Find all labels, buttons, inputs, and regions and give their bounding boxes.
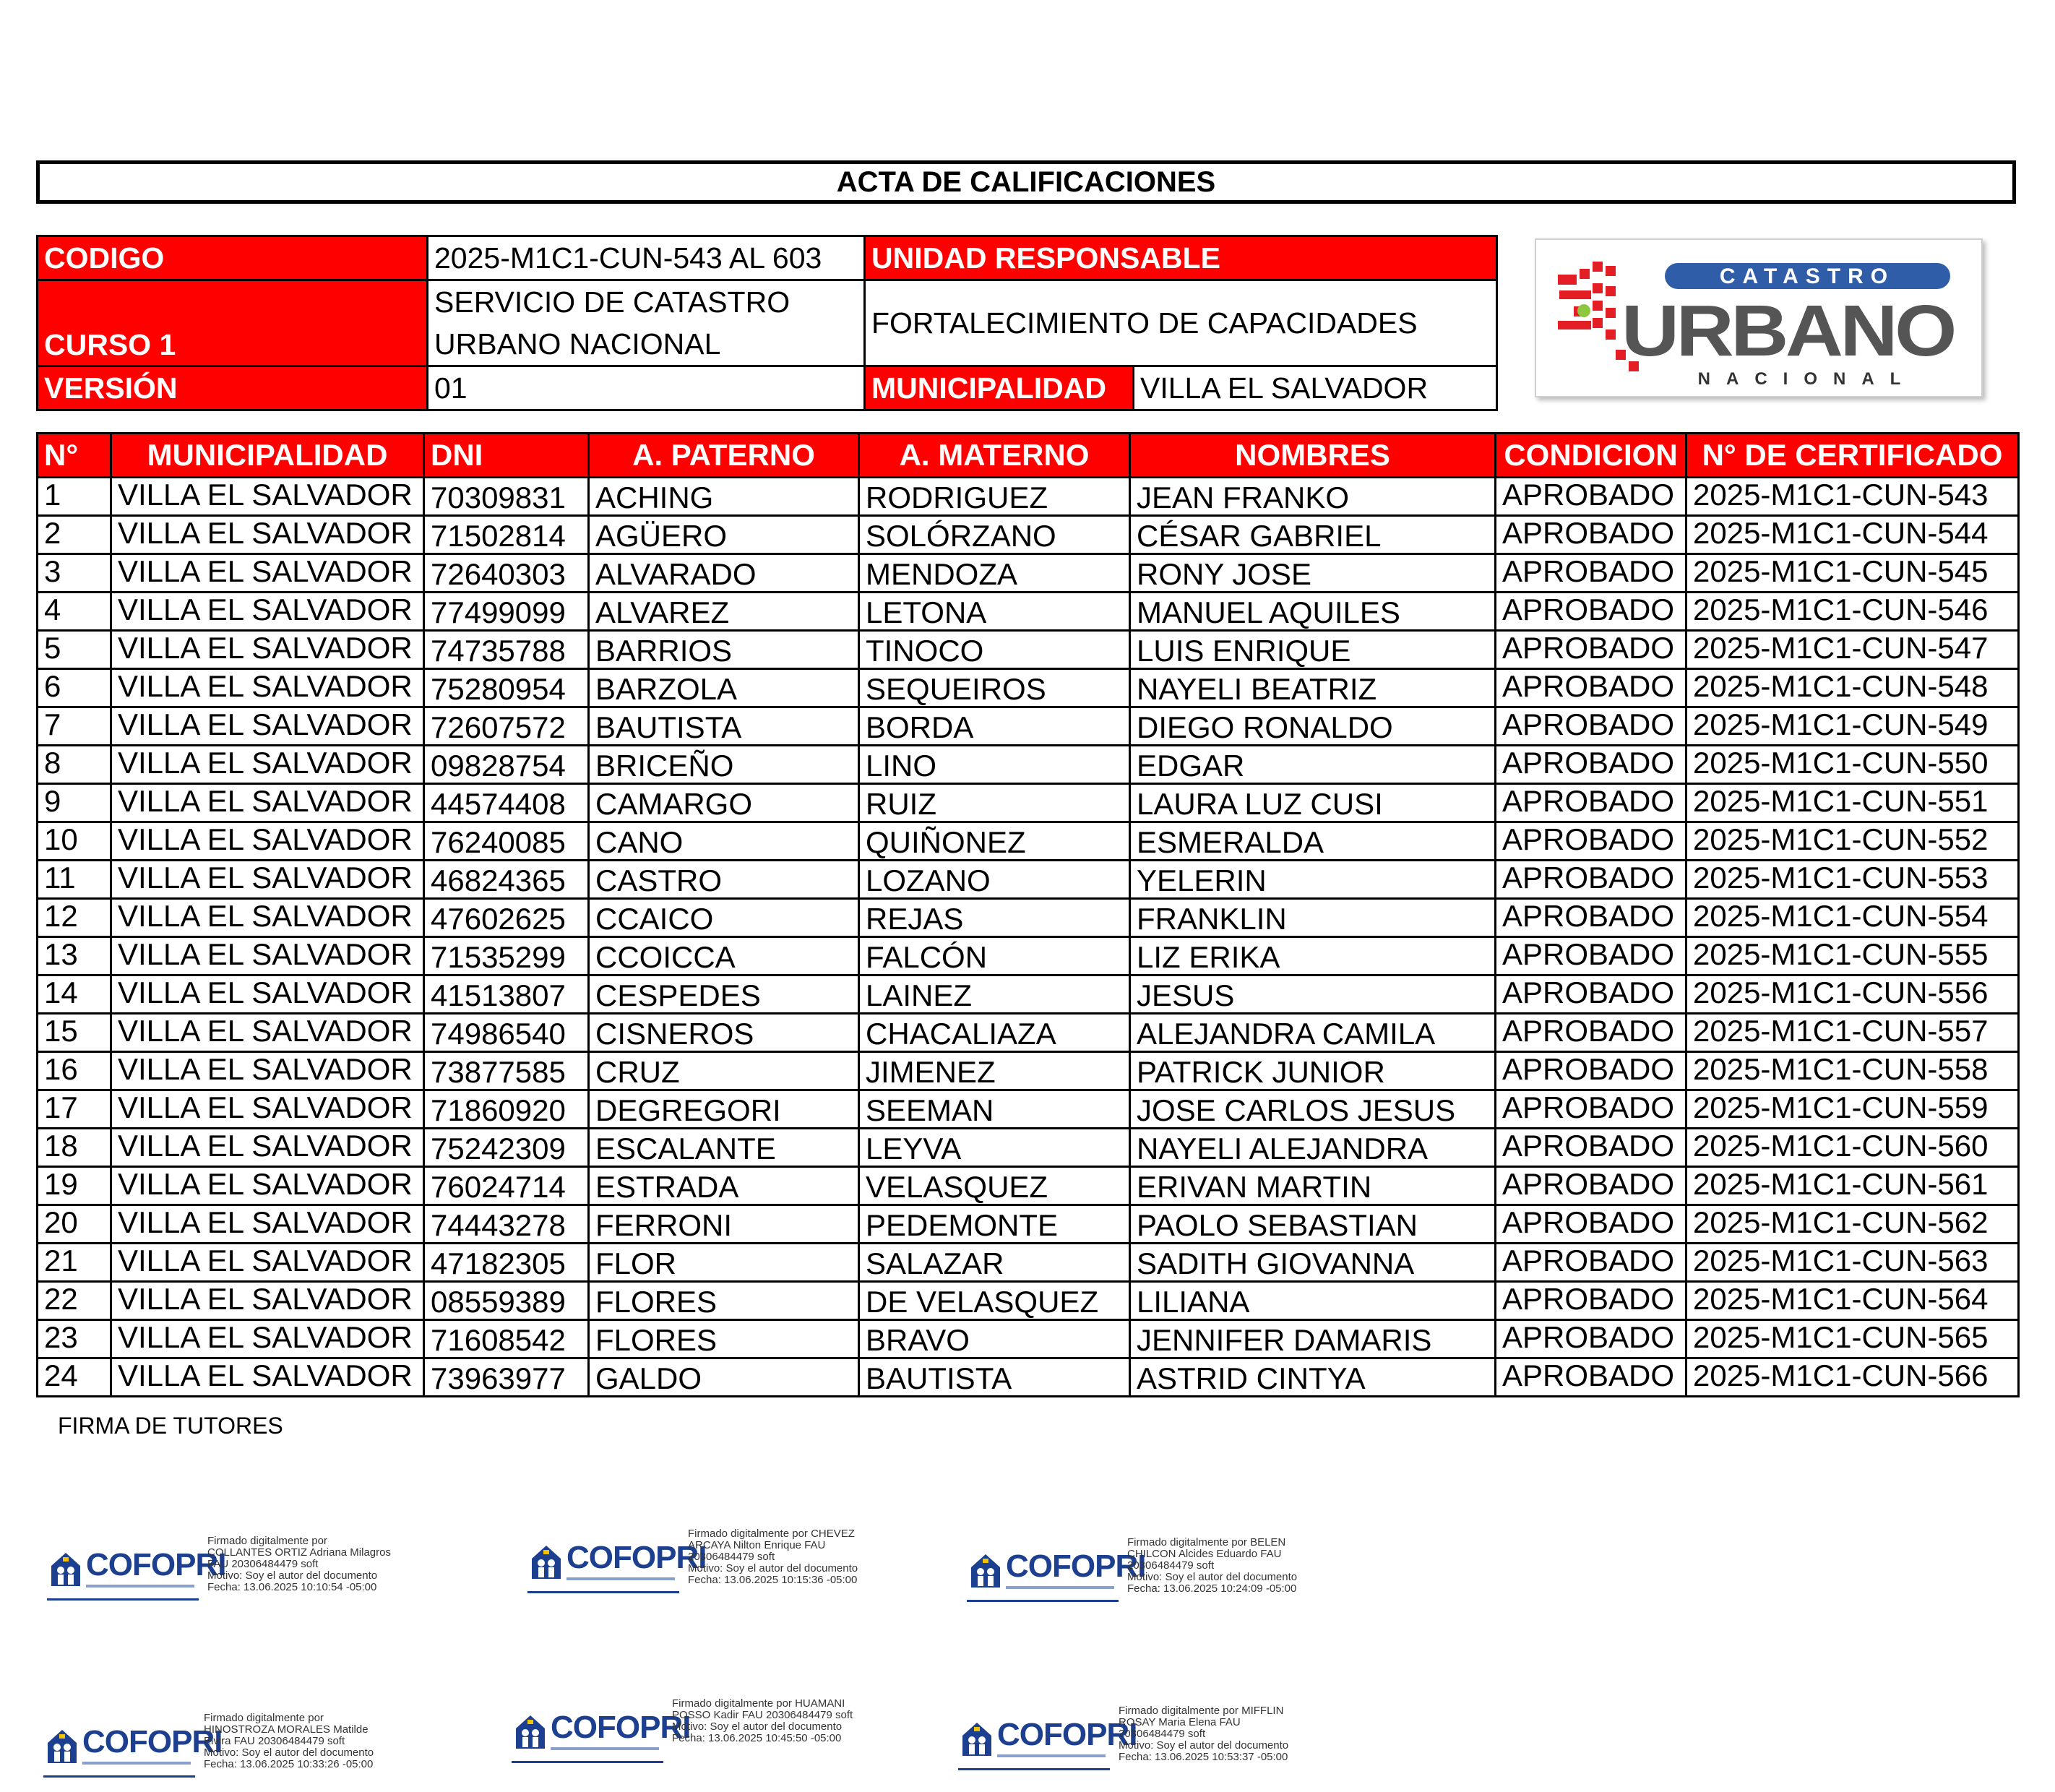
paterno-cell: CCOICCA (589, 937, 859, 975)
cofopri-wordmark: COFOPRI (997, 1717, 1137, 1752)
certificado-cell: 2025-M1C1-CUN-548 (1686, 669, 2019, 707)
paterno-cell: ESTRADA (589, 1167, 859, 1205)
nombres-cell: RONY JOSE (1130, 554, 1496, 593)
row-number: 20 (38, 1205, 111, 1244)
house-family-icon (960, 1718, 994, 1759)
table-row (38, 554, 2019, 593)
municipalidad-cell: VILLA EL SALVADOR (111, 1320, 424, 1358)
condicion-cell: APROBADO (1496, 822, 1686, 861)
header-materno: A. MATERNO (859, 434, 1130, 478)
paterno-cell: ACHING (589, 478, 859, 516)
materno-cell: JIMENEZ (859, 1052, 1130, 1090)
row-number: 16 (38, 1052, 111, 1090)
table-row (38, 669, 2019, 707)
dni-cell: 71502814 (424, 516, 589, 554)
municipalidad-cell: VILLA EL SALVADOR (111, 669, 424, 707)
row-number: 18 (38, 1129, 111, 1167)
cofopri-tagline-bar (551, 1747, 659, 1750)
dni-cell: 41513807 (424, 975, 589, 1014)
materno-cell: MENDOZA (859, 554, 1130, 593)
nombres-cell: NAYELI BEATRIZ (1130, 669, 1496, 707)
paterno-cell: ESCALANTE (589, 1129, 859, 1167)
municipalidad-cell: VILLA EL SALVADOR (111, 1014, 424, 1052)
nombres-cell: NAYELI ALEJANDRA (1130, 1129, 1496, 1167)
materno-cell: BAUTISTA (859, 1358, 1130, 1397)
table-row (38, 784, 2019, 822)
materno-cell: BRAVO (859, 1320, 1130, 1358)
curso-value: SERVICIO DE CATASTRO URBANO NACIONAL (428, 280, 865, 366)
materno-cell: SOLÓRZANO (859, 516, 1130, 554)
dni-cell: 44574408 (424, 784, 589, 822)
dni-cell: 76240085 (424, 822, 589, 861)
nombres-cell: LAURA LUZ CUSI (1130, 784, 1496, 822)
row-number: 3 (38, 554, 111, 593)
certificado-cell: 2025-M1C1-CUN-561 (1686, 1167, 2019, 1205)
condicion-cell: APROBADO (1496, 861, 1686, 899)
house-family-icon (513, 1711, 548, 1752)
municipalidad-value: VILLA EL SALVADOR (1134, 366, 1497, 410)
certificado-cell: 2025-M1C1-CUN-545 (1686, 554, 2019, 593)
table-row (38, 1244, 2019, 1282)
paterno-cell: BARRIOS (589, 631, 859, 669)
condicion-cell: APROBADO (1496, 899, 1686, 937)
materno-cell: LEYVA (859, 1129, 1130, 1167)
table-row (38, 1129, 2019, 1167)
table-row (38, 899, 2019, 937)
cofopri-logo (967, 1547, 1146, 1602)
nombres-cell: ESMERALDA (1130, 822, 1496, 861)
table-row (38, 516, 2019, 554)
materno-cell: BORDA (859, 707, 1130, 746)
grades-table-header (38, 434, 2019, 478)
unidad-value: FORTALECIMIENTO DE CAPACIDADES (865, 280, 1497, 366)
row-number: 9 (38, 784, 111, 822)
cofopri-logo (512, 1708, 691, 1763)
header-certificado: N° DE CERTIFICADO (1686, 434, 2019, 478)
paterno-cell: CCAICO (589, 899, 859, 937)
materno-cell: RODRIGUEZ (859, 478, 1130, 516)
grades-table-body (38, 478, 2019, 1397)
cofopri-wordmark: COFOPRI (1006, 1548, 1146, 1584)
nombres-cell: JESUS (1130, 975, 1496, 1014)
catastro-urbano-logo (1535, 238, 1983, 397)
condicion-cell: APROBADO (1496, 1052, 1686, 1090)
logo-dot-icon (1577, 304, 1590, 317)
municipalidad-cell: VILLA EL SALVADOR (111, 593, 424, 631)
signature-details: Firmado digitalmente por BELEN CHILCON Alcides Eduardo FAU 20306484479 soft Motivo: Soy el autor del documento Fecha: 13.06.2025 10:24:09 -05:00 (1127, 1536, 1298, 1595)
municipalidad-cell: VILLA EL SALVADOR (111, 746, 424, 784)
paterno-cell: BAUTISTA (589, 707, 859, 746)
condicion-cell: APROBADO (1496, 478, 1686, 516)
row-number: 23 (38, 1320, 111, 1358)
materno-cell: LOZANO (859, 861, 1130, 899)
municipalidad-cell: VILLA EL SALVADOR (111, 822, 424, 861)
house-family-icon (45, 1726, 79, 1766)
municipalidad-cell: VILLA EL SALVADOR (111, 516, 424, 554)
municipalidad-cell: VILLA EL SALVADOR (111, 1090, 424, 1129)
header-paterno: A. PATERNO (589, 434, 859, 478)
certificado-cell: 2025-M1C1-CUN-544 (1686, 516, 2019, 554)
condicion-cell: APROBADO (1496, 1167, 1686, 1205)
paterno-cell: DEGREGORI (589, 1090, 859, 1129)
table-row (38, 746, 2019, 784)
digital-signature-stamp (47, 1535, 495, 1615)
table-row (38, 937, 2019, 975)
curso-label: CURSO 1 (38, 280, 428, 366)
table-row (38, 1205, 2019, 1244)
materno-cell: QUIÑONEZ (859, 822, 1130, 861)
certificado-cell: 2025-M1C1-CUN-560 (1686, 1129, 2019, 1167)
cofopri-tagline-bar (82, 1762, 191, 1765)
logo-word-urbano: URBANO (1621, 290, 1955, 371)
row-number: 7 (38, 707, 111, 746)
dni-cell: 74735788 (424, 631, 589, 669)
paterno-cell: FLOR (589, 1244, 859, 1282)
dni-cell: 73877585 (424, 1052, 589, 1090)
dni-cell: 47182305 (424, 1244, 589, 1282)
nombres-cell: LUIS ENRIQUE (1130, 631, 1496, 669)
cofopri-tagline-bar (566, 1577, 675, 1580)
nombres-cell: PAOLO SEBASTIAN (1130, 1205, 1496, 1244)
paterno-cell: FERRONI (589, 1205, 859, 1244)
paterno-cell: CANO (589, 822, 859, 861)
codigo-label: CODIGO (38, 236, 428, 280)
municipalidad-label: MUNICIPALIDAD (865, 366, 1134, 410)
cofopri-tagline-bar (86, 1585, 194, 1588)
row-number: 17 (38, 1090, 111, 1129)
dni-cell: 75242309 (424, 1129, 589, 1167)
dni-cell: 71535299 (424, 937, 589, 975)
materno-cell: VELASQUEZ (859, 1167, 1130, 1205)
dni-cell: 47602625 (424, 899, 589, 937)
header-number: N° (38, 434, 111, 478)
materno-cell: REJAS (859, 899, 1130, 937)
condicion-cell: APROBADO (1496, 1205, 1686, 1244)
municipalidad-cell: VILLA EL SALVADOR (111, 1129, 424, 1167)
signature-details: Firmado digitalmente por HUAMANI POSSO Kadir FAU 20306484479 soft Motivo: Soy el autor del documento Fecha: 13.06.2025 10:45:50 -05:00 (672, 1697, 853, 1744)
dni-cell: 72640303 (424, 554, 589, 593)
certificado-cell: 2025-M1C1-CUN-549 (1686, 707, 2019, 746)
municipalidad-cell: VILLA EL SALVADOR (111, 1205, 424, 1244)
table-row (38, 1167, 2019, 1205)
materno-cell: CHACALIAZA (859, 1014, 1130, 1052)
house-family-icon (968, 1550, 1003, 1590)
nombres-cell: ERIVAN MARTIN (1130, 1167, 1496, 1205)
cofopri-wordmark: COFOPRI (551, 1710, 691, 1745)
tutor-signatures-label: FIRMA DE TUTORES (58, 1413, 283, 1439)
condicion-cell: APROBADO (1496, 516, 1686, 554)
nombres-cell: CÉSAR GABRIEL (1130, 516, 1496, 554)
nombres-cell: DIEGO RONALDO (1130, 707, 1496, 746)
header-condicion: CONDICION (1496, 434, 1686, 478)
condicion-cell: APROBADO (1496, 593, 1686, 631)
certificado-cell: 2025-M1C1-CUN-558 (1686, 1052, 2019, 1090)
dni-cell: 76024714 (424, 1167, 589, 1205)
paterno-cell: GALDO (589, 1358, 859, 1397)
version-label: VERSIÓN (38, 366, 428, 410)
paterno-cell: FLORES (589, 1282, 859, 1320)
cofopri-logo (47, 1546, 226, 1601)
cofopri-logo (527, 1538, 707, 1593)
table-row (38, 1320, 2019, 1358)
digital-signature-stamp (43, 1713, 491, 1792)
dni-cell: 46824365 (424, 861, 589, 899)
materno-cell: TINOCO (859, 631, 1130, 669)
municipalidad-cell: VILLA EL SALVADOR (111, 1282, 424, 1320)
condicion-cell: APROBADO (1496, 631, 1686, 669)
certificado-cell: 2025-M1C1-CUN-564 (1686, 1282, 2019, 1320)
condicion-cell: APROBADO (1496, 1014, 1686, 1052)
digital-signature-stamp (958, 1705, 1406, 1785)
condicion-cell: APROBADO (1496, 707, 1686, 746)
certificado-cell: 2025-M1C1-CUN-546 (1686, 593, 2019, 631)
nombres-cell: FRANKLIN (1130, 899, 1496, 937)
nombres-cell: JEAN FRANKO (1130, 478, 1496, 516)
cofopri-wordmark: COFOPRI (82, 1724, 223, 1759)
municipalidad-cell: VILLA EL SALVADOR (111, 784, 424, 822)
materno-cell: FALCÓN (859, 937, 1130, 975)
unidad-label: UNIDAD RESPONSABLE (865, 236, 1497, 280)
materno-cell: SEQUEIROS (859, 669, 1130, 707)
logo-word-catastro: CATASTRO (1719, 264, 1895, 288)
dni-cell: 09828754 (424, 746, 589, 784)
nombres-cell: ALEJANDRA CAMILA (1130, 1014, 1496, 1052)
catastro-logo-graphic (1536, 240, 1981, 396)
row-number: 5 (38, 631, 111, 669)
condicion-cell: APROBADO (1496, 746, 1686, 784)
municipalidad-cell: VILLA EL SALVADOR (111, 707, 424, 746)
certificado-cell: 2025-M1C1-CUN-543 (1686, 478, 2019, 516)
row-number: 4 (38, 593, 111, 631)
paterno-cell: FLORES (589, 1320, 859, 1358)
certificado-cell: 2025-M1C1-CUN-557 (1686, 1014, 2019, 1052)
municipalidad-cell: VILLA EL SALVADOR (111, 899, 424, 937)
condicion-cell: APROBADO (1496, 1244, 1686, 1282)
row-number: 11 (38, 861, 111, 899)
nombres-cell: YELERIN (1130, 861, 1496, 899)
table-row (38, 822, 2019, 861)
paterno-cell: CAMARGO (589, 784, 859, 822)
dni-cell: 71860920 (424, 1090, 589, 1129)
municipalidad-cell: VILLA EL SALVADOR (111, 1052, 424, 1090)
cofopri-logo (43, 1723, 223, 1778)
header-dni: DNI (424, 434, 589, 478)
table-row (38, 975, 2019, 1014)
dni-cell: 70309831 (424, 478, 589, 516)
house-family-icon (529, 1541, 564, 1582)
municipalidad-cell: VILLA EL SALVADOR (111, 554, 424, 593)
digital-signature-stamp (527, 1528, 975, 1608)
certificado-cell: 2025-M1C1-CUN-563 (1686, 1244, 2019, 1282)
certificado-cell: 2025-M1C1-CUN-550 (1686, 746, 2019, 784)
row-number: 22 (38, 1282, 111, 1320)
paterno-cell: CASTRO (589, 861, 859, 899)
header-nombres: NOMBRES (1130, 434, 1496, 478)
municipalidad-cell: VILLA EL SALVADOR (111, 937, 424, 975)
municipalidad-cell: VILLA EL SALVADOR (111, 631, 424, 669)
condicion-cell: APROBADO (1496, 1129, 1686, 1167)
certificado-cell: 2025-M1C1-CUN-562 (1686, 1205, 2019, 1244)
municipalidad-cell: VILLA EL SALVADOR (111, 1167, 424, 1205)
row-number: 24 (38, 1358, 111, 1397)
house-family-icon (48, 1548, 83, 1589)
document-title: ACTA DE CALIFICACIONES (36, 160, 2016, 204)
cofopri-wordmark: COFOPRI (86, 1547, 226, 1582)
table-row (38, 593, 2019, 631)
certificado-cell: 2025-M1C1-CUN-555 (1686, 937, 2019, 975)
nombres-cell: SADITH GIOVANNA (1130, 1244, 1496, 1282)
dni-cell: 08559389 (424, 1282, 589, 1320)
dni-cell: 77499099 (424, 593, 589, 631)
nombres-cell: ASTRID CINTYA (1130, 1358, 1496, 1397)
row-number: 14 (38, 975, 111, 1014)
condicion-cell: APROBADO (1496, 1090, 1686, 1129)
condicion-cell: APROBADO (1496, 554, 1686, 593)
certificado-cell: 2025-M1C1-CUN-559 (1686, 1090, 2019, 1129)
paterno-cell: BARZOLA (589, 669, 859, 707)
row-number: 2 (38, 516, 111, 554)
table-row (38, 1282, 2019, 1320)
table-row (38, 478, 2019, 516)
condicion-cell: APROBADO (1496, 1320, 1686, 1358)
materno-cell: PEDEMONTE (859, 1205, 1130, 1244)
condicion-cell: APROBADO (1496, 975, 1686, 1014)
nombres-cell: LIZ ERIKA (1130, 937, 1496, 975)
certificado-cell: 2025-M1C1-CUN-565 (1686, 1320, 2019, 1358)
paterno-cell: ALVARADO (589, 554, 859, 593)
dni-cell: 72607572 (424, 707, 589, 746)
table-row (38, 861, 2019, 899)
table-row (38, 631, 2019, 669)
paterno-cell: CISNEROS (589, 1014, 859, 1052)
paterno-cell: BRICEÑO (589, 746, 859, 784)
condicion-cell: APROBADO (1496, 1282, 1686, 1320)
certificado-cell: 2025-M1C1-CUN-553 (1686, 861, 2019, 899)
row-number: 13 (38, 937, 111, 975)
row-number: 19 (38, 1167, 111, 1205)
version-value: 01 (428, 366, 865, 410)
cofopri-logo (958, 1715, 1137, 1770)
header-municipalidad: MUNICIPALIDAD (111, 434, 424, 478)
materno-cell: DE VELASQUEZ (859, 1282, 1130, 1320)
table-row (38, 1014, 2019, 1052)
row-number: 15 (38, 1014, 111, 1052)
table-row (38, 1052, 2019, 1090)
dni-cell: 74986540 (424, 1014, 589, 1052)
certificado-cell: 2025-M1C1-CUN-554 (1686, 899, 2019, 937)
materno-cell: LAINEZ (859, 975, 1130, 1014)
row-number: 12 (38, 899, 111, 937)
row-number: 10 (38, 822, 111, 861)
certificado-cell: 2025-M1C1-CUN-551 (1686, 784, 2019, 822)
signature-details: Firmado digitalmente por CHEVEZ ARCAYA Nilton Enrique FAU 20306484479 soft Motivo: Soy el autor del documento Fecha: 13.06.2025 10:15:36 -05:00 (688, 1528, 858, 1586)
row-number: 1 (38, 478, 111, 516)
row-number: 8 (38, 746, 111, 784)
digital-signature-stamp (512, 1698, 960, 1778)
nombres-cell: MANUEL AQUILES (1130, 593, 1496, 631)
signature-details: Firmado digitalmente por COLLANTES ORTIZ Adriana Milagros FAU 20306484479 soft Motivo: Soy el autor del documento Fecha: 13.06.2025 10:10:54 -05:00 (207, 1535, 391, 1593)
condicion-cell: APROBADO (1496, 784, 1686, 822)
paterno-cell: CESPEDES (589, 975, 859, 1014)
logo-word-nacional: NACIONAL (1697, 369, 1917, 389)
row-number: 6 (38, 669, 111, 707)
paterno-cell: AGÜERO (589, 516, 859, 554)
certificado-cell: 2025-M1C1-CUN-566 (1686, 1358, 2019, 1397)
certificado-cell: 2025-M1C1-CUN-547 (1686, 631, 2019, 669)
table-row (38, 1358, 2019, 1397)
table-row (38, 707, 2019, 746)
nombres-cell: JENNIFER DAMARIS (1130, 1320, 1496, 1358)
municipalidad-cell: VILLA EL SALVADOR (111, 861, 424, 899)
grades-table (36, 432, 2020, 1397)
dni-cell: 74443278 (424, 1205, 589, 1244)
cofopri-tagline-bar (1006, 1586, 1114, 1589)
condicion-cell: APROBADO (1496, 1358, 1686, 1397)
dni-cell: 73963977 (424, 1358, 589, 1397)
nombres-cell: LILIANA (1130, 1282, 1496, 1320)
paterno-cell: CRUZ (589, 1052, 859, 1090)
materno-cell: SEEMAN (859, 1090, 1130, 1129)
course-info-table (36, 235, 1498, 411)
municipalidad-cell: VILLA EL SALVADOR (111, 1244, 424, 1282)
signature-details: Firmado digitalmente por MIFFLIN ROSAY Maria Elena FAU 20306484479 soft Motivo: Soy el autor del documento Fecha: 13.06.2025 10:53:37 -05:00 (1119, 1705, 1289, 1763)
municipalidad-cell: VILLA EL SALVADOR (111, 975, 424, 1014)
digital-signature-stamp (967, 1537, 1415, 1616)
condicion-cell: APROBADO (1496, 669, 1686, 707)
municipalidad-cell: VILLA EL SALVADOR (111, 478, 424, 516)
cofopri-wordmark: COFOPRI (566, 1540, 707, 1575)
certificado-cell: 2025-M1C1-CUN-552 (1686, 822, 2019, 861)
nombres-cell: EDGAR (1130, 746, 1496, 784)
materno-cell: LETONA (859, 593, 1130, 631)
nombres-cell: JOSE CARLOS JESUS (1130, 1090, 1496, 1129)
materno-cell: RUIZ (859, 784, 1130, 822)
codigo-value: 2025-M1C1-CUN-543 AL 603 (428, 236, 865, 280)
nombres-cell: PATRICK JUNIOR (1130, 1052, 1496, 1090)
dni-cell: 75280954 (424, 669, 589, 707)
dni-cell: 71608542 (424, 1320, 589, 1358)
condicion-cell: APROBADO (1496, 937, 1686, 975)
paterno-cell: ALVAREZ (589, 593, 859, 631)
certificado-cell: 2025-M1C1-CUN-556 (1686, 975, 2019, 1014)
row-number: 21 (38, 1244, 111, 1282)
materno-cell: SALAZAR (859, 1244, 1130, 1282)
cofopri-tagline-bar (997, 1754, 1106, 1757)
table-row (38, 1090, 2019, 1129)
municipalidad-cell: VILLA EL SALVADOR (111, 1358, 424, 1397)
signature-details: Firmado digitalmente por HINOSTROZA MORALES Matilde Elvira FAU 20306484479 soft Motivo: Soy el autor del documento Fecha: 13.06.2025 10:33:26 -05:00 (204, 1712, 374, 1770)
materno-cell: LINO (859, 746, 1130, 784)
